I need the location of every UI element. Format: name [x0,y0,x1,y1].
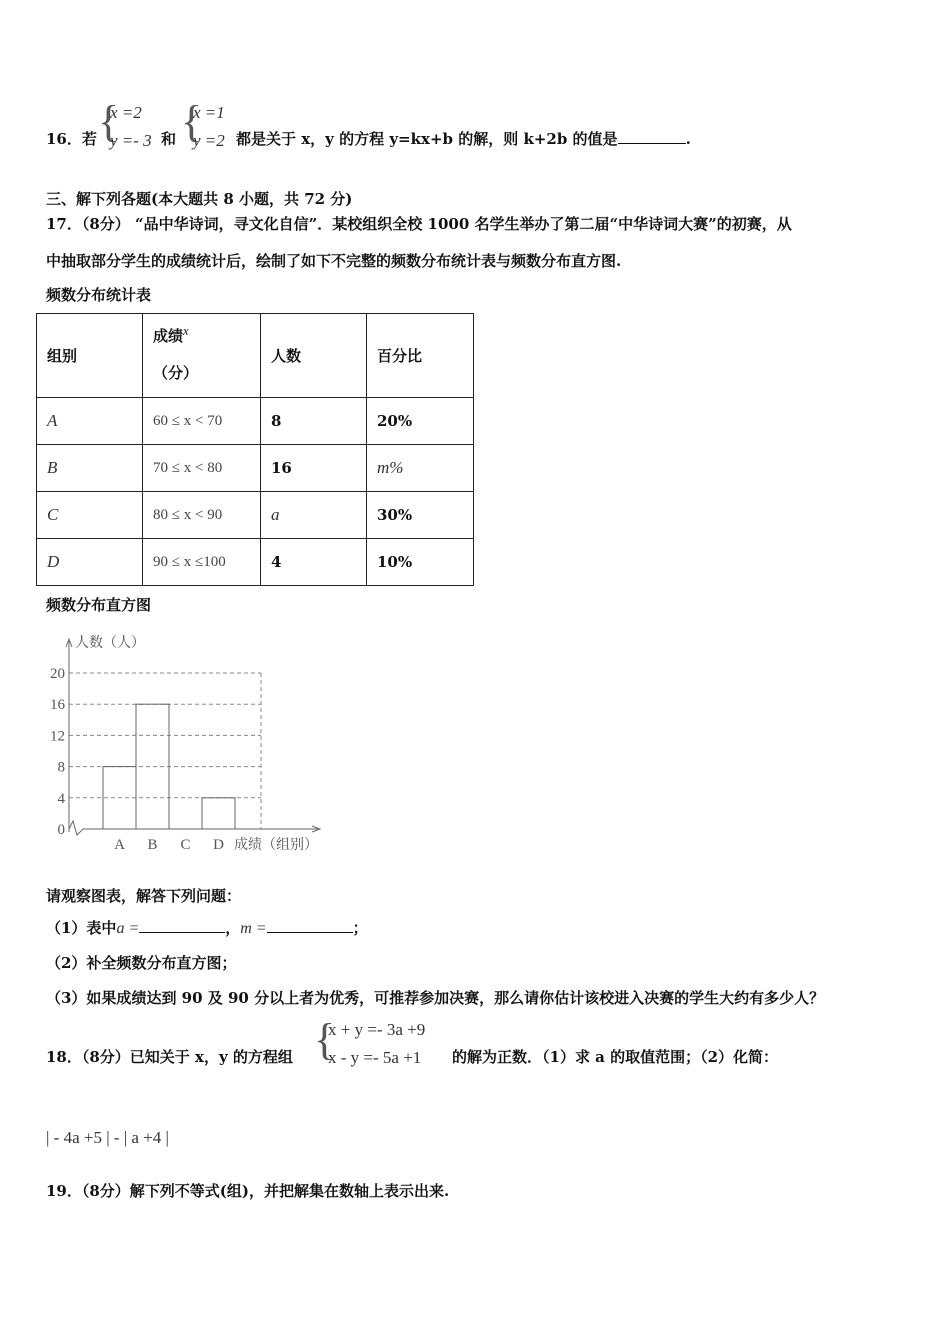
q16-prefix: 16．若 [46,130,97,148]
cell-group: B [37,445,143,492]
header-count: 人数 [261,314,367,398]
p1-label: （1）表中 [46,919,117,937]
cell-percent: m% [367,445,474,492]
header-score [143,314,261,398]
section-title: 三、解下列各题(本大题共 8 小题，共 72 分) [46,190,353,208]
q17-line1: 17．（8分） “品中华诗词，寻文化自信”．某校组织全校 1000 名学生举办了第二届“中华诗词大赛”的初赛，从 [46,215,792,233]
y-tick-label: 4 [57,790,65,807]
cell-range: 80 ≤ x < 90 [143,492,261,539]
brace: { [181,97,203,146]
y-tick-label: 0 [57,822,65,838]
cell-count: a [261,492,367,539]
cell-count: 4 [261,539,367,586]
q16-sys1-eq1: x =2 [110,103,142,122]
answer-blank-m[interactable] [267,918,353,933]
cell-range: 60 ≤ x < 70 [143,398,261,445]
q16-text-body: 都是关于 x，y 的方程 y=kx+b 的解，则 k+2b 的值是 [236,130,618,148]
q18-prefix: 18．（8分）已知关于 x，y 的方程组 [46,1048,293,1066]
header-score-var: x [183,324,189,338]
comma: ， [225,919,241,937]
y-tick-label: 8 [57,759,65,776]
x-tick-label: D [213,837,224,853]
cell-percent: 20% [367,398,474,445]
q16-text [236,128,691,149]
q17-prompt: 请观察图表，解答下列问题： [46,887,242,905]
bar-D [202,798,235,829]
header-score-label: 成绩 [153,327,184,345]
y-axis-label: 人数（人） [75,636,145,651]
cell-group: C [37,492,143,539]
table-row [37,398,474,445]
cell-range: 70 ≤ x < 80 [143,445,261,492]
y-tick-label: 16 [50,697,65,714]
header-score-unit: （分） [153,364,199,382]
q19-text: 19．（8分）解下列不等式(组)，并把解集在数轴上表示出来. [46,1182,450,1200]
brace: { [98,97,120,146]
cell-group: A [37,398,143,445]
q16-sys1-eq2: y =- 3 [110,131,152,150]
semicolon: ； [352,919,368,937]
var-m: m = [240,920,267,937]
y-tick-label: 20 [50,666,65,682]
header-group: 组别 [37,314,143,398]
cell-group: D [37,539,143,586]
header-percent: 百分比 [367,314,474,398]
frequency-table [36,313,474,586]
x-tick-label: A [114,837,125,853]
table-header-row [37,314,474,398]
x-axis [69,821,318,835]
q17-part1 [46,917,368,938]
var-a: a = [116,920,140,937]
histogram [0,620,360,860]
table-row [37,539,474,586]
chart-title: 频数分布直方图 [46,596,152,614]
q17-line2: 中抽取部分学生的成绩统计后，绘制了如下不完整的频数分布统计表与频数分布直方图. [46,252,622,270]
cell-count: 8 [261,398,367,445]
answer-blank[interactable] [618,129,686,144]
x-axis-label: 成绩（组别） [234,838,318,853]
y-tick-label: 12 [50,728,65,745]
q18-eq2: x - y =- 5a +1 [328,1048,422,1067]
q17-part2: （2）补全频数分布直方图； [46,954,237,972]
x-tick-label: B [147,837,158,853]
table-row [37,492,474,539]
table-row [37,445,474,492]
q18-expression: | - 4a +5 | - | a +4 | [46,1128,169,1147]
table-title: 频数分布统计表 [46,286,152,304]
brace: { [314,1015,336,1064]
cell-range: 90 ≤ x ≤100 [143,539,261,586]
answer-blank-a[interactable] [139,918,225,933]
q18-text: 的解为正数．（1）求 a 的取值范围；（2）化简： [452,1048,779,1066]
x-tick-label: C [180,837,191,853]
q16-end: . [685,130,691,148]
cell-percent: 10% [367,539,474,586]
cell-count: 16 [261,445,367,492]
q16-sys2-eq1: x =1 [193,103,225,122]
q17-part3: （3）如果成绩达到 90 及 90 分以上者为优秀，可推荐参加决赛，那么请你估计该校进入决赛的学生大约有多少人？ [46,989,825,1007]
q18-eq1: x + y =- 3a +9 [328,1020,426,1039]
cell-percent: 30% [367,492,474,539]
q16-and: 和 [161,130,177,148]
q16-sys2-eq2: y =2 [193,131,225,150]
